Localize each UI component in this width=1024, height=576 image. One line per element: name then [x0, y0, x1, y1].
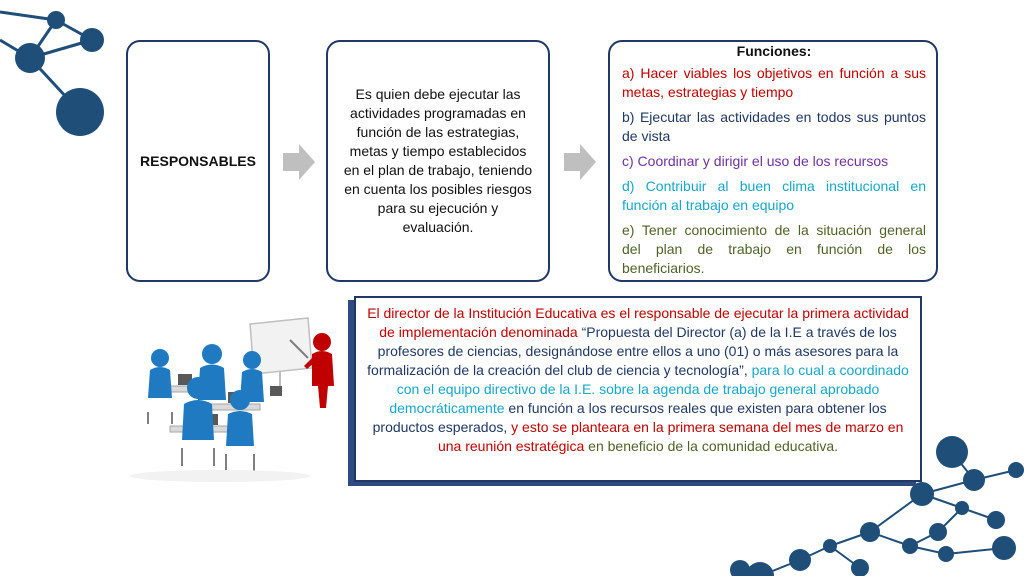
description-text: Es quien debe ejecutar las actividades programadas en función de las estrategias, metas y tiempo establecidos en el plan de trabajo, teniendo en cuenta los posibles riesgos para su ejecución y evaluación.: [343, 86, 533, 235]
funcion-item-e: e) Tener conocimiento de la situación general del plan de trabajo en función de los beneficiarios.: [622, 222, 926, 276]
classroom-illustration: [120, 316, 350, 486]
funcion-item-c: c) Coordinar y dirigir el uso de los recursos: [622, 153, 889, 169]
bottom-text-part1: El director de la Institución Educativa es el responsable de ejecutar la primera actividad de implementación denominada: [367, 305, 909, 340]
funcion-item-d: d) Contribuir al buen clima institucional en función al trabajo en equipo: [622, 178, 926, 213]
bottom-text-part5: y esto se planteara en la primera semana del mes de marzo en una reunión estratégica: [437, 419, 904, 454]
responsables-title: RESPONSABLES: [140, 153, 256, 169]
funciones-title: Funciones:: [736, 43, 812, 59]
bottom-text-part4: en función a los recursos reales que existen para obtener los productos esperados,: [372, 400, 887, 435]
network-decoration-top-left: [0, 0, 120, 150]
bottom-text-box: [354, 296, 922, 482]
bottom-text-part2: “Propuesta del Director (a) de la I.E a través de los profesores de ciencias, designándose entre ellos a uno (01) o más asesores para la formalización de la creación del club de ciencia y tecnología”,: [367, 324, 899, 378]
bottom-paragraph: [364, 304, 912, 456]
arrow-right-icon: [564, 144, 596, 180]
arrow-right-icon: [283, 144, 315, 180]
funcion-item-a: a) Hacer viables los objetivos en función a sus metas, estrategias y tiempo: [622, 65, 926, 100]
bottom-text-part3: para lo cual a coordinado con el equipo directivo de la I.E. sobre la agenda de trabajo general aprobado democráticamente: [389, 362, 909, 416]
funciones-box: [608, 40, 938, 282]
bottom-text-part6: en beneficio de la comunidad educativa.: [584, 438, 839, 454]
responsables-box: [126, 40, 270, 282]
funcion-item-b: b) Ejecutar las actividades en todos sus puntos de vista: [622, 109, 926, 144]
description-box: [326, 40, 550, 282]
